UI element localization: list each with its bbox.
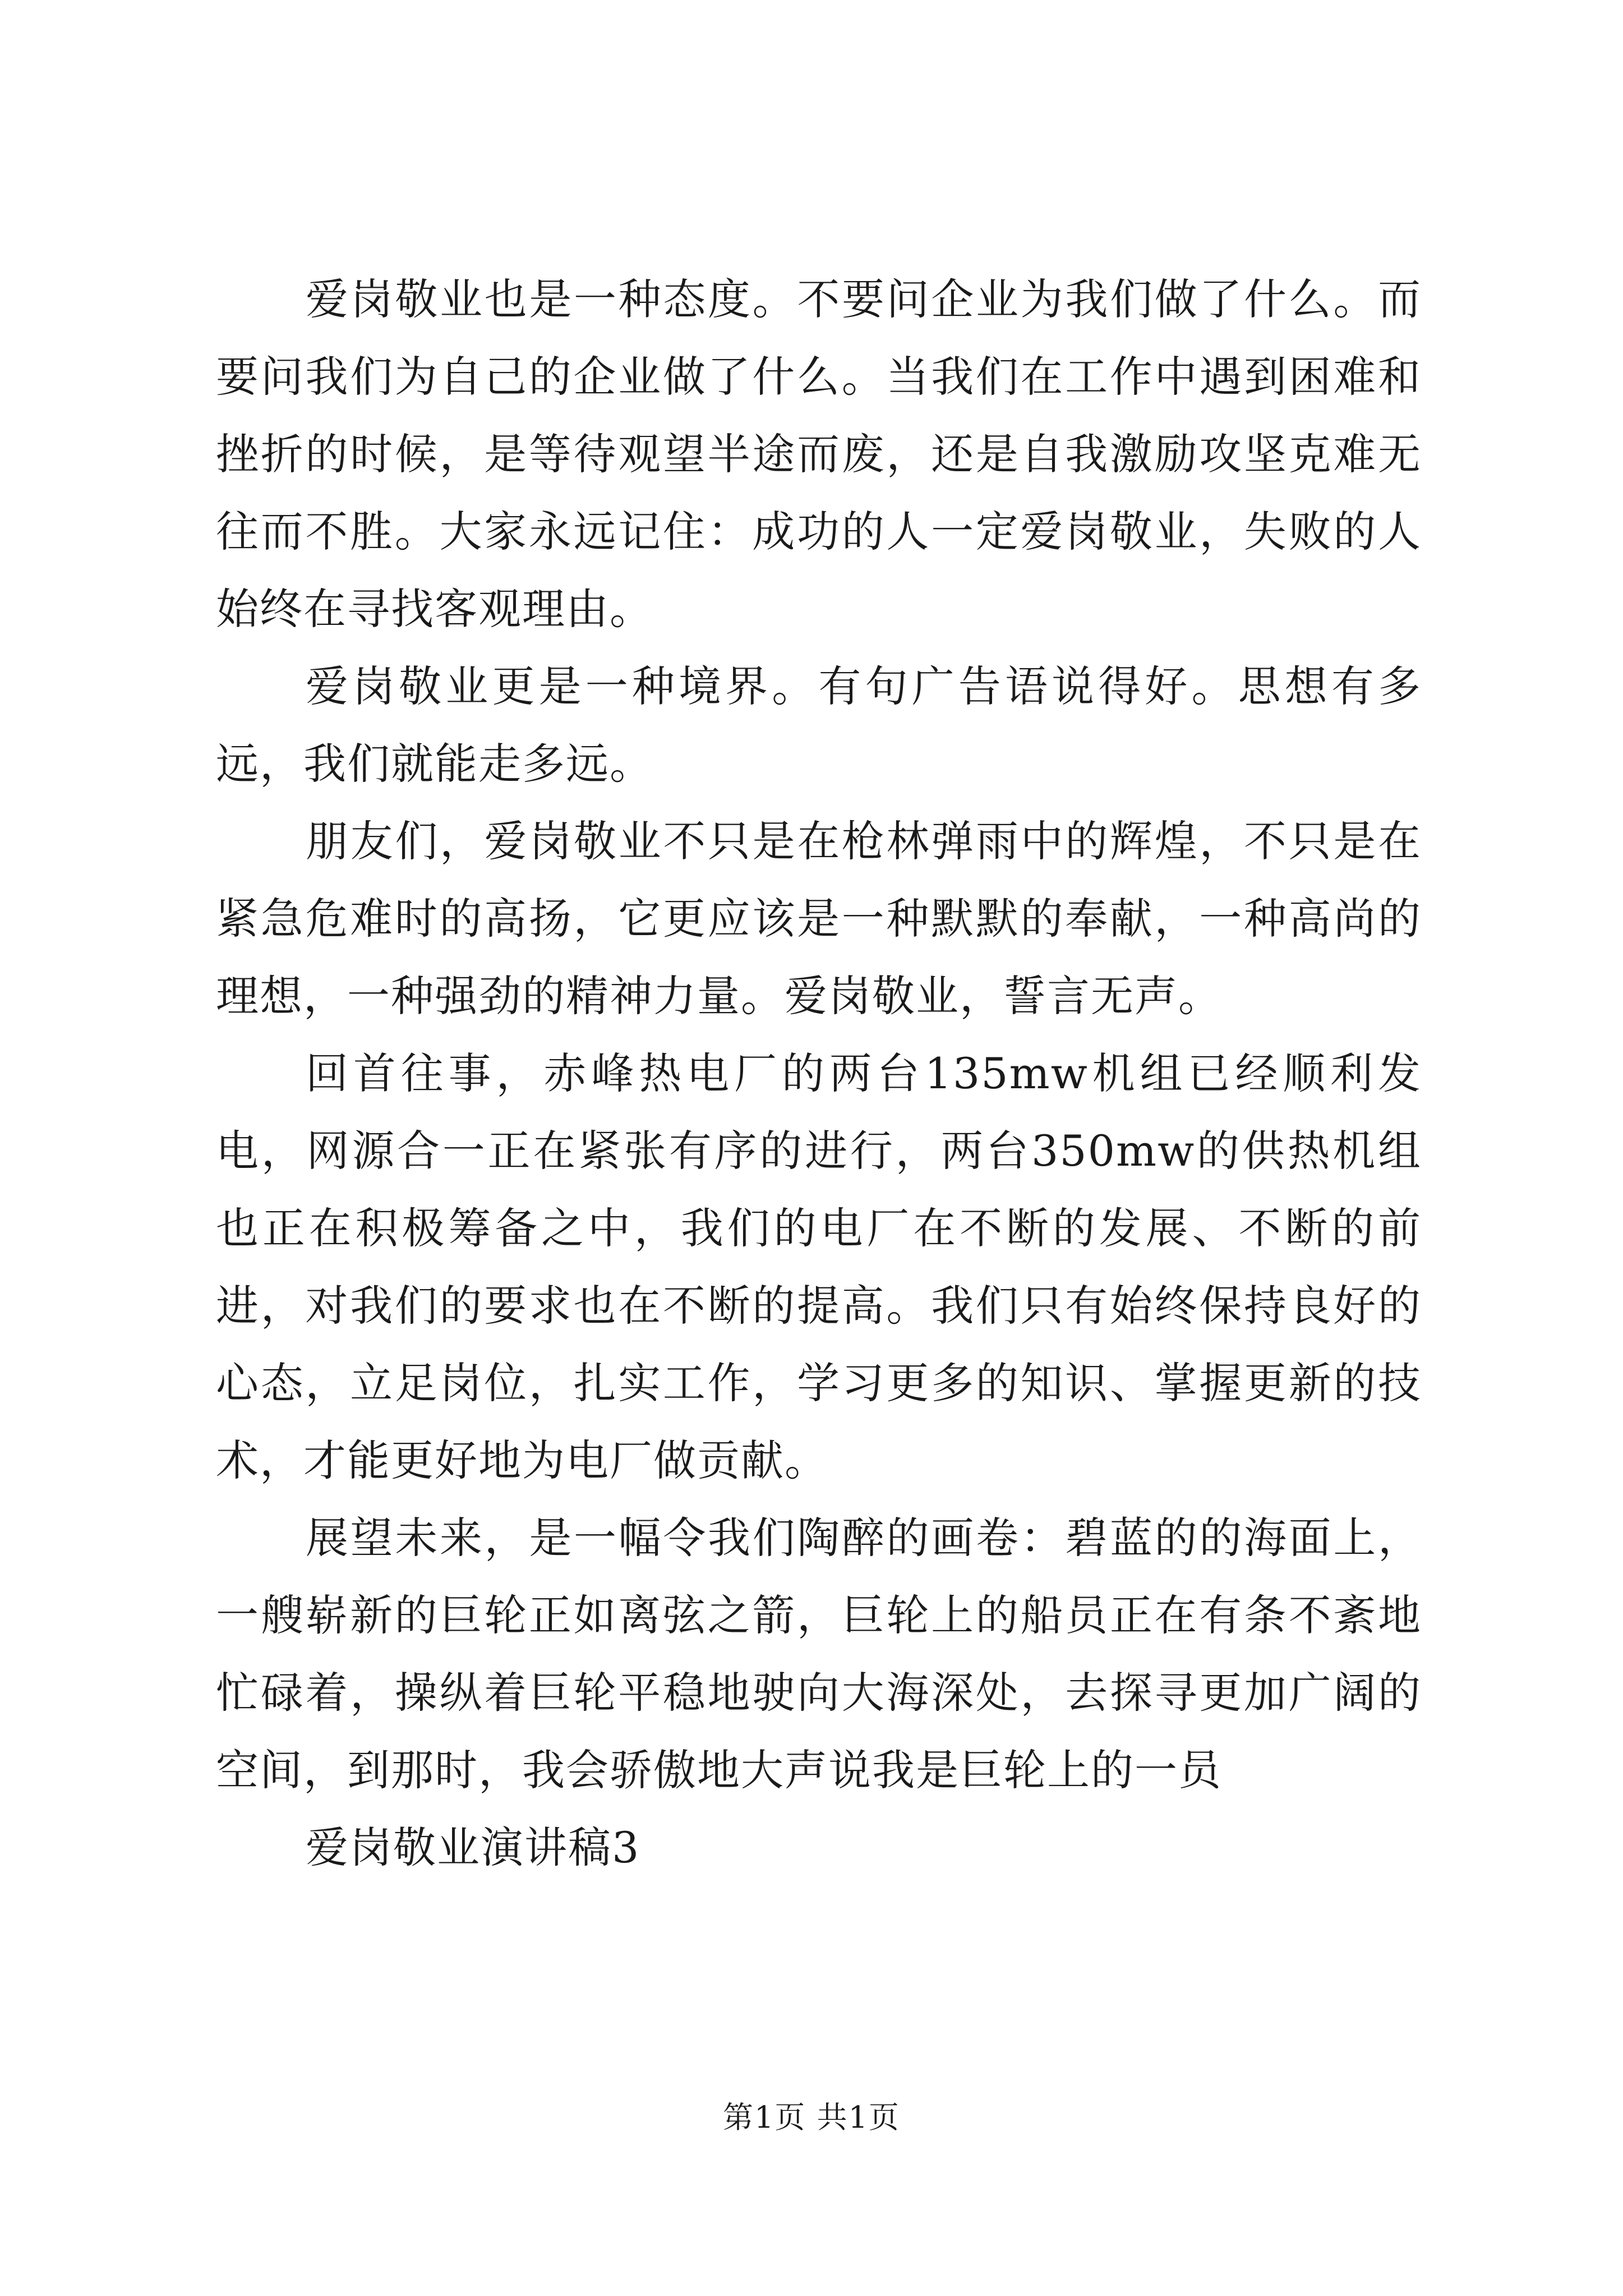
paragraph-attitude: 爱岗敬业也是一种态度。不要问企业为我们做了什么。而要问我们为自己的企业做了什么。当我们在工作中遇到困难和挫折的时候，是等待观望半途而废，还是自我激励攻坚克难无往而不胜。大家永远记住：成功的人一定爱岗敬业，失败的人始终在寻找客观理由。 [216,274,1422,634]
paragraph-realm: 爱岗敬业更是一种境界。有句广告语说得好。思想有多远，我们就能走多远。 [216,661,1422,789]
paragraph-review: 回首往事，赤峰热电厂的两台135mw机组已经顺利发电，网源合一正在紧张有序的进行，两台350mw的供热机组也正在积极筹备之中，我们的电厂在不断的发展、不断的前进，对我们的要求也在不断的提高。我们只有始终保持良好的心态，立足岗位，扎实工作，学习更多的知识、掌握更新的技术，才能更好地为电厂做贡献。 [216,1048,1422,1485]
page-footer: 第1页 共1页 [723,2100,900,2135]
next-speech-heading: 爱岗敬业演讲稿3 [306,1823,640,1872]
paragraph-friends: 朋友们，爱岗敬业不只是在枪林弹雨中的辉煌，不只是在紧急危难时的高扬，它更应该是一种默默的奉献，一种高尚的理想，一种强劲的精神力量。爱岗敬业，誓言无声。 [216,816,1422,1021]
document-body [216,261,1422,1887]
paragraph-outlook: 展望未来，是一幅令我们陶醉的画卷：碧蓝的的海面上，一艘崭新的巨轮正如离弦之箭，巨轮上的船员正在有条不紊地忙碌着，操纵着巨轮平稳地驶向大海深处，去探寻更加广阔的空间，到那时，我会骄傲地大声说我是巨轮上的一员 [216,1513,1422,1795]
